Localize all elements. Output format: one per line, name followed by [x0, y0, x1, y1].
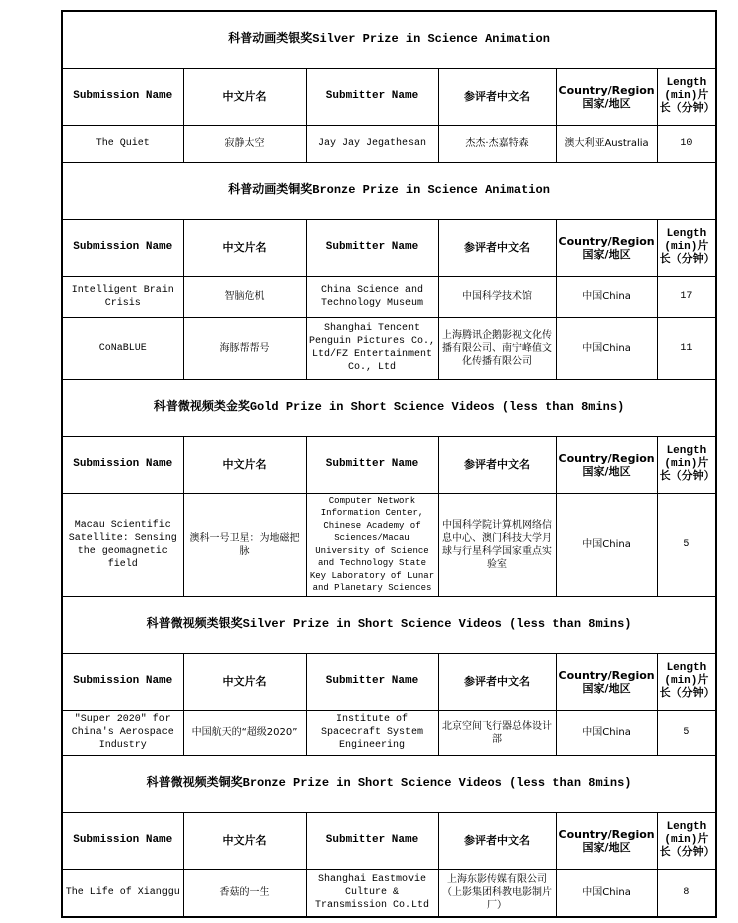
section-title: 科普微视频类金奖Gold Prize in Short Science Videos (less than 8mins) — [62, 379, 716, 436]
column-header-submitter-name: Submitter Name — [306, 219, 438, 276]
section-title: 科普动画类银奖Silver Prize in Science Animation — [62, 11, 716, 68]
column-header-submitter-chinese-name: 参评者中文名 — [438, 68, 556, 125]
column-header-chinese-title: 中文片名 — [183, 68, 306, 125]
section-title-row — [62, 162, 716, 219]
awards-table — [61, 10, 717, 918]
column-header-submitter-name: Submitter Name — [306, 436, 438, 493]
section-title-row — [62, 596, 716, 653]
column-header-submission-name: Submission Name — [62, 436, 183, 493]
column-header-length: Length (min)片长（分钟） — [657, 653, 716, 710]
section-title: 科普微视频类铜奖Bronze Prize in Short Science Videos (less than 8mins) — [62, 755, 716, 812]
section-title: 科普动画类铜奖Bronze Prize in Science Animation — [62, 162, 716, 219]
cell-submitter-name: Jay Jay Jegathesan — [306, 125, 438, 162]
cell-submitter-name: Institute of Spacecraft System Engineering — [306, 710, 438, 755]
column-header-row — [62, 68, 716, 125]
column-header-country-region: Country/Region国家/地区 — [556, 219, 657, 276]
column-header-submitter-name: Submitter Name — [306, 653, 438, 710]
column-header-submitter-chinese-name: 参评者中文名 — [438, 219, 556, 276]
section-title-row — [62, 379, 716, 436]
table-row — [62, 125, 716, 162]
column-header-length: Length (min)片长（分钟） — [657, 812, 716, 869]
cell-country-region: 中国China — [556, 317, 657, 379]
column-header-row — [62, 219, 716, 276]
column-header-country-region: Country/Region国家/地区 — [556, 653, 657, 710]
column-header-country-region: Country/Region国家/地区 — [556, 812, 657, 869]
cell-submitter-name: China Science and Technology Museum — [306, 276, 438, 317]
cell-submitter-chinese-name: 中国科学院计算机网络信息中心、澳门科技大学月球与行星科学国家重点实验室 — [438, 493, 556, 596]
column-header-length: Length (min)片长（分钟） — [657, 436, 716, 493]
section-title-row — [62, 755, 716, 812]
cell-submitter-chinese-name: 上海东影传媒有限公司（上影集团科教电影制片厂） — [438, 869, 556, 917]
column-header-chinese-title: 中文片名 — [183, 219, 306, 276]
column-header-length: Length (min)片长（分钟） — [657, 68, 716, 125]
cell-submitter-name: Computer Network Information Center, Chinese Academy of Sciences/Macau University of Science and Technology State Key Laboratory of Lunar and Planetary Sciences — [306, 493, 438, 596]
column-header-submitter-name: Submitter Name — [306, 812, 438, 869]
column-header-submission-name: Submission Name — [62, 219, 183, 276]
table-row — [62, 276, 716, 317]
cell-chinese-title: 中国航天的“超级2020” — [183, 710, 306, 755]
column-header-chinese-title: 中文片名 — [183, 436, 306, 493]
cell-length: 11 — [657, 317, 716, 379]
section-title-row — [62, 11, 716, 68]
cell-submitter-chinese-name: 杰杰·杰嘉特森 — [438, 125, 556, 162]
cell-submitter-name: Shanghai Eastmovie Culture & Transmission Co.Ltd — [306, 869, 438, 917]
column-header-country-region: Country/Region国家/地区 — [556, 436, 657, 493]
cell-length: 17 — [657, 276, 716, 317]
cell-submission-name: CoNaBLUE — [62, 317, 183, 379]
column-header-submission-name: Submission Name — [62, 812, 183, 869]
cell-country-region: 中国China — [556, 493, 657, 596]
cell-chinese-title: 寂静太空 — [183, 125, 306, 162]
table-row — [62, 710, 716, 755]
cell-submitter-chinese-name: 北京空间飞行器总体设计部 — [438, 710, 556, 755]
column-header-chinese-title: 中文片名 — [183, 812, 306, 869]
section-title: 科普微视频类银奖Silver Prize in Short Science Videos (less than 8mins) — [62, 596, 716, 653]
awards-table-body — [62, 11, 716, 917]
column-header-submitter-chinese-name: 参评者中文名 — [438, 812, 556, 869]
column-header-submission-name: Submission Name — [62, 68, 183, 125]
column-header-length: Length (min)片长（分钟） — [657, 219, 716, 276]
column-header-submitter-name: Submitter Name — [306, 68, 438, 125]
cell-chinese-title: 海豚帮帮号 — [183, 317, 306, 379]
cell-length: 5 — [657, 493, 716, 596]
cell-submission-name: Intelligent Brain Crisis — [62, 276, 183, 317]
cell-country-region: 中国China — [556, 869, 657, 917]
cell-submission-name: "Super 2020" for China's Aerospace Industry — [62, 710, 183, 755]
cell-submission-name: The Quiet — [62, 125, 183, 162]
column-header-row — [62, 436, 716, 493]
cell-country-region: 中国China — [556, 710, 657, 755]
cell-submitter-chinese-name: 中国科学技术馆 — [438, 276, 556, 317]
cell-submission-name: Macau Scientific Satellite: Sensing the geomagnetic field — [62, 493, 183, 596]
cell-length: 10 — [657, 125, 716, 162]
column-header-submitter-chinese-name: 参评者中文名 — [438, 436, 556, 493]
cell-length: 5 — [657, 710, 716, 755]
column-header-chinese-title: 中文片名 — [183, 653, 306, 710]
cell-country-region: 中国China — [556, 276, 657, 317]
table-row — [62, 869, 716, 917]
cell-chinese-title: 香菇的一生 — [183, 869, 306, 917]
column-header-row — [62, 653, 716, 710]
cell-submitter-name: Shanghai Tencent Penguin Pictures Co., Ltd/FZ Entertainment Co., Ltd — [306, 317, 438, 379]
column-header-row — [62, 812, 716, 869]
cell-country-region: 澳大利亚Australia — [556, 125, 657, 162]
table-row — [62, 493, 716, 596]
cell-chinese-title: 澳科一号卫星：为地磁把脉 — [183, 493, 306, 596]
cell-chinese-title: 智脑危机 — [183, 276, 306, 317]
cell-submission-name: The Life of Xianggu — [62, 869, 183, 917]
table-row — [62, 317, 716, 379]
column-header-country-region: Country/Region国家/地区 — [556, 68, 657, 125]
cell-length: 8 — [657, 869, 716, 917]
column-header-submitter-chinese-name: 参评者中文名 — [438, 653, 556, 710]
cell-submitter-chinese-name: 上海腾讯企鹅影视文化传播有限公司、南宁峰值文化传播有限公司 — [438, 317, 556, 379]
column-header-submission-name: Submission Name — [62, 653, 183, 710]
